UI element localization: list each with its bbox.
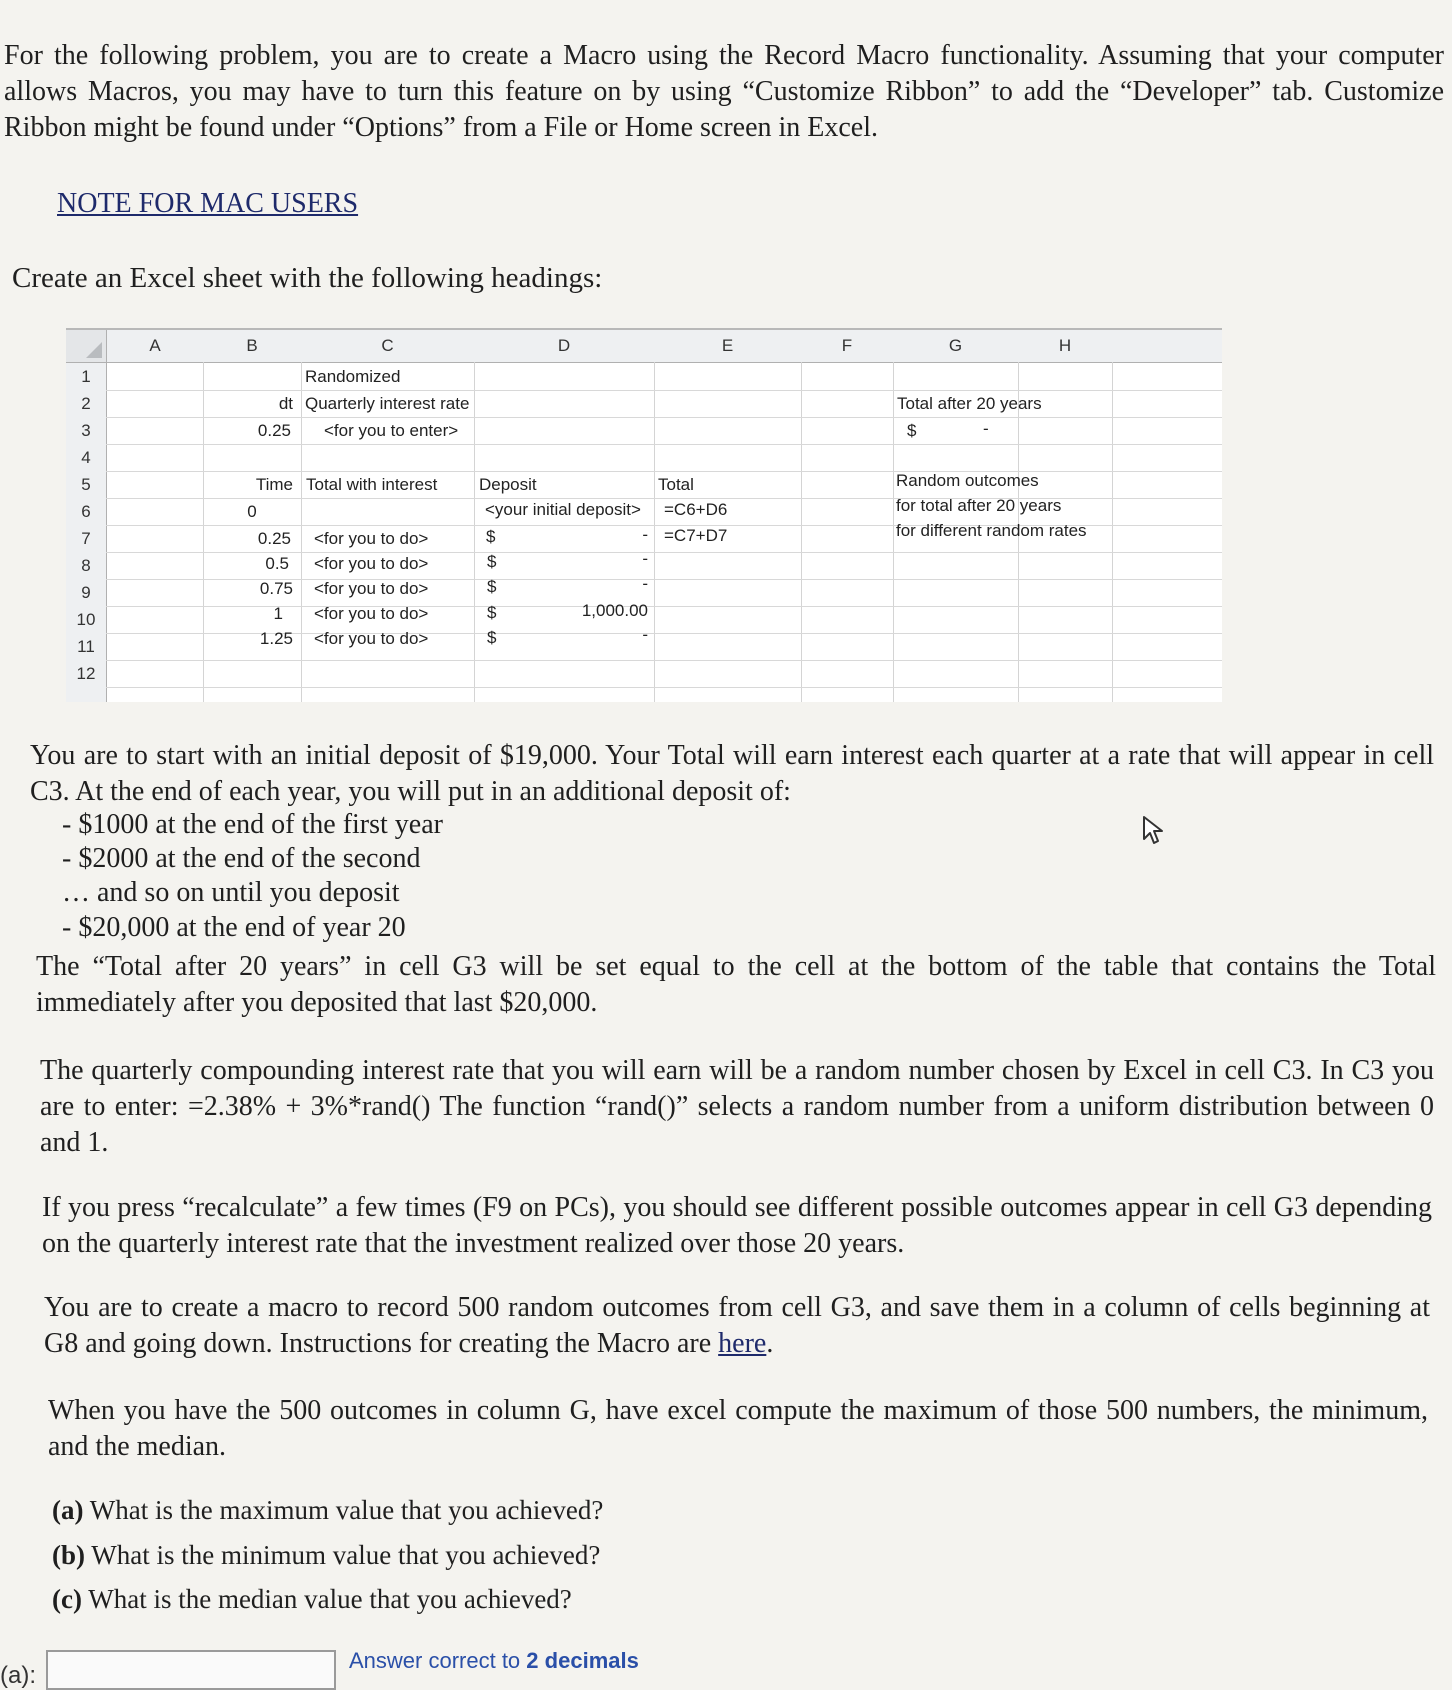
recalculate-paragraph: If you press “recalculate” a few times (F9 on PCs), you should see different possible outcomes appear in cell G3 depending on the quarterly interest rate that the investment realized over those 20 years. — [42, 1192, 1432, 1259]
row-header-4: 4 — [66, 444, 107, 472]
cell-c9: <for you to do> — [314, 579, 429, 598]
macro-paragraph-period: . — [766, 1328, 774, 1359]
row-header-5: 5 — [66, 471, 107, 499]
grid-line — [654, 362, 655, 702]
cell-g3-value: - — [983, 419, 989, 438]
deposit-paragraph: You are to start with an initial deposit of $19,000. Your Total will earn interest each quarter at a rate that will appear in cell C3. At the end of each year, you will put in an additional deposit of: — [30, 740, 1434, 807]
grid-line — [106, 417, 1222, 418]
question-a-text: What is the maximum value that you achieved? — [89, 1495, 604, 1525]
cell-e7: =C7+D7 — [664, 526, 728, 545]
question-c-label: (c) — [52, 1584, 82, 1614]
answer-hint-suffix: decimals — [544, 1648, 639, 1673]
cell-d11-currency: $ — [487, 628, 497, 647]
select-all-triangle-icon — [86, 342, 102, 358]
answer-precision-hint — [349, 1648, 639, 1674]
grid-line — [1112, 362, 1113, 702]
answer-a-input[interactable] — [46, 1650, 336, 1690]
grid-line — [893, 362, 894, 702]
cell-b11: 1.25 — [259, 629, 293, 648]
question-b-text: What is the minimum value that you achieved? — [91, 1540, 601, 1570]
row-header-1: 1 — [66, 363, 107, 391]
interest-rate-paragraph: The quarterly compounding interest rate that you will earn will be a random number chosen by Excel in cell C3. In C3 you are to enter: =2.38% + 3%*rand() The function “rand()” selects a random number from a uniform distribution between 0 and 1. — [40, 1055, 1434, 1158]
deposit-list-item-1: - $1000 at the end of the first year — [62, 809, 443, 840]
cell-d10-currency: $ — [487, 603, 497, 622]
grid-line — [474, 362, 475, 702]
cell-b5: Time — [255, 475, 293, 494]
cell-g5: Random outcomes — [896, 471, 1039, 490]
cell-c5: Total with interest — [306, 475, 438, 494]
answer-hint-prefix: Answer correct to — [349, 1648, 521, 1673]
row-header-6: 6 — [66, 498, 107, 526]
cell-g2: Total after 20 years — [897, 394, 1042, 413]
cell-e5: Total — [658, 475, 694, 494]
cell-c8: <for you to do> — [314, 554, 429, 573]
select-all-corner — [66, 330, 107, 363]
cell-c2: Quarterly interest rate — [305, 394, 470, 413]
macro-instructions-link[interactable]: here — [718, 1328, 767, 1359]
cell-c3: <for you to enter> — [324, 421, 459, 440]
question-c-text: What is the median value that you achieved? — [88, 1584, 572, 1614]
mouse-pointer-icon — [1142, 815, 1168, 850]
question-b — [52, 1540, 600, 1571]
deposit-list-item-4: - $20,000 at the end of year 20 — [62, 912, 406, 943]
note-for-mac-users-link[interactable]: NOTE FOR MAC USERS — [57, 188, 359, 219]
cell-d7-value: - — [642, 525, 648, 544]
cell-c11: <for you to do> — [314, 629, 429, 648]
cell-b9: 0.75 — [259, 579, 293, 598]
col-header-d: D — [474, 330, 655, 363]
grid-line — [106, 390, 1222, 391]
col-header-f: F — [801, 330, 894, 363]
cell-b7: 0.25 — [257, 529, 291, 548]
cell-g6: for total after 20 years — [896, 496, 1062, 515]
cell-d9-currency: $ — [487, 577, 497, 596]
cell-d6: <your initial deposit> — [485, 500, 641, 519]
cell-d10-value: 1,000.00 — [581, 601, 648, 620]
row-header-8: 8 — [66, 552, 107, 580]
question-b-label: (b) — [52, 1540, 85, 1570]
col-header-a: A — [107, 330, 204, 363]
answer-hint-number: 2 — [526, 1648, 539, 1673]
grid-line — [106, 687, 1222, 688]
row-header-12: 12 — [66, 660, 107, 688]
spreadsheet-screenshot — [66, 328, 1222, 702]
cell-b8: 0.5 — [265, 554, 289, 573]
cell-c1: Randomized — [305, 367, 401, 386]
row-header-10: 10 — [66, 606, 107, 634]
row-header-9: 9 — [66, 579, 107, 607]
cell-b6: 0 — [247, 502, 257, 521]
deposit-list-item-3: … and so on until you deposit — [62, 877, 400, 908]
row-header-3: 3 — [66, 417, 107, 445]
cell-g7: for different random rates — [896, 521, 1087, 540]
row-header-7: 7 — [66, 525, 107, 553]
grid-line — [106, 444, 1222, 445]
macro-paragraph-text: You are to create a macro to record 500 random outcomes from cell G3, and save them in a column of cells beginning at G8 and going down. Instructions for creating the Macro are — [44, 1292, 1430, 1359]
cell-d8-value: - — [642, 549, 648, 568]
question-c — [52, 1584, 572, 1615]
compute-paragraph: When you have the 500 outcomes in column G, have excel compute the maximum of those 500 numbers, the minimum, and the median. — [48, 1395, 1428, 1462]
col-header-c: C — [301, 330, 475, 363]
col-header-e: E — [654, 330, 802, 363]
row-header-11: 11 — [66, 633, 107, 661]
cell-d5: Deposit — [479, 475, 537, 494]
col-header-blank — [1112, 330, 1222, 363]
col-header-g: G — [893, 330, 1019, 363]
deposit-list-item-2: - $2000 at the end of the second — [62, 843, 421, 874]
row-header-2: 2 — [66, 390, 107, 418]
grid-line — [106, 552, 1222, 553]
answer-a-label: (a): — [0, 1662, 36, 1689]
row-header-13 — [66, 687, 107, 702]
cell-d9-value: - — [642, 574, 648, 593]
cell-b3: 0.25 — [257, 421, 291, 440]
headings-instruction: Create an Excel sheet with the following headings: — [12, 262, 603, 294]
cell-d8-currency: $ — [487, 552, 497, 571]
cell-c7: <for you to do> — [314, 529, 429, 548]
question-a-label: (a) — [52, 1495, 84, 1525]
cell-g3-currency: $ — [907, 421, 917, 440]
grid-line — [106, 660, 1222, 661]
intro-paragraph: For the following problem, you are to create a Macro using the Record Macro functionality. Assuming that your computer allows Macros, you may have to turn this feature on by using “Customize Ribbon” to add the “Developer” tab. Customize Ribbon might be found under “Options” from a File or Home screen in Excel. — [4, 40, 1444, 143]
grid-line — [106, 471, 1222, 472]
cell-d11-value: - — [642, 625, 648, 644]
total-paragraph: The “Total after 20 years” in cell G3 will be set equal to the cell at the bottom of the table that contains the Total immediately after you deposited that last $20,000. — [36, 951, 1436, 1018]
cell-e6: =C6+D6 — [664, 500, 728, 519]
cell-c10: <for you to do> — [314, 604, 429, 623]
macro-paragraph — [44, 1290, 1430, 1362]
cell-b2: dt — [278, 394, 293, 413]
question-a — [52, 1495, 603, 1526]
grid-line — [801, 362, 802, 702]
grid-line — [301, 362, 302, 702]
cell-d7-currency: $ — [486, 527, 496, 546]
col-header-b: B — [203, 330, 302, 363]
cell-b10: 1 — [273, 604, 283, 623]
col-header-h: H — [1018, 330, 1113, 363]
